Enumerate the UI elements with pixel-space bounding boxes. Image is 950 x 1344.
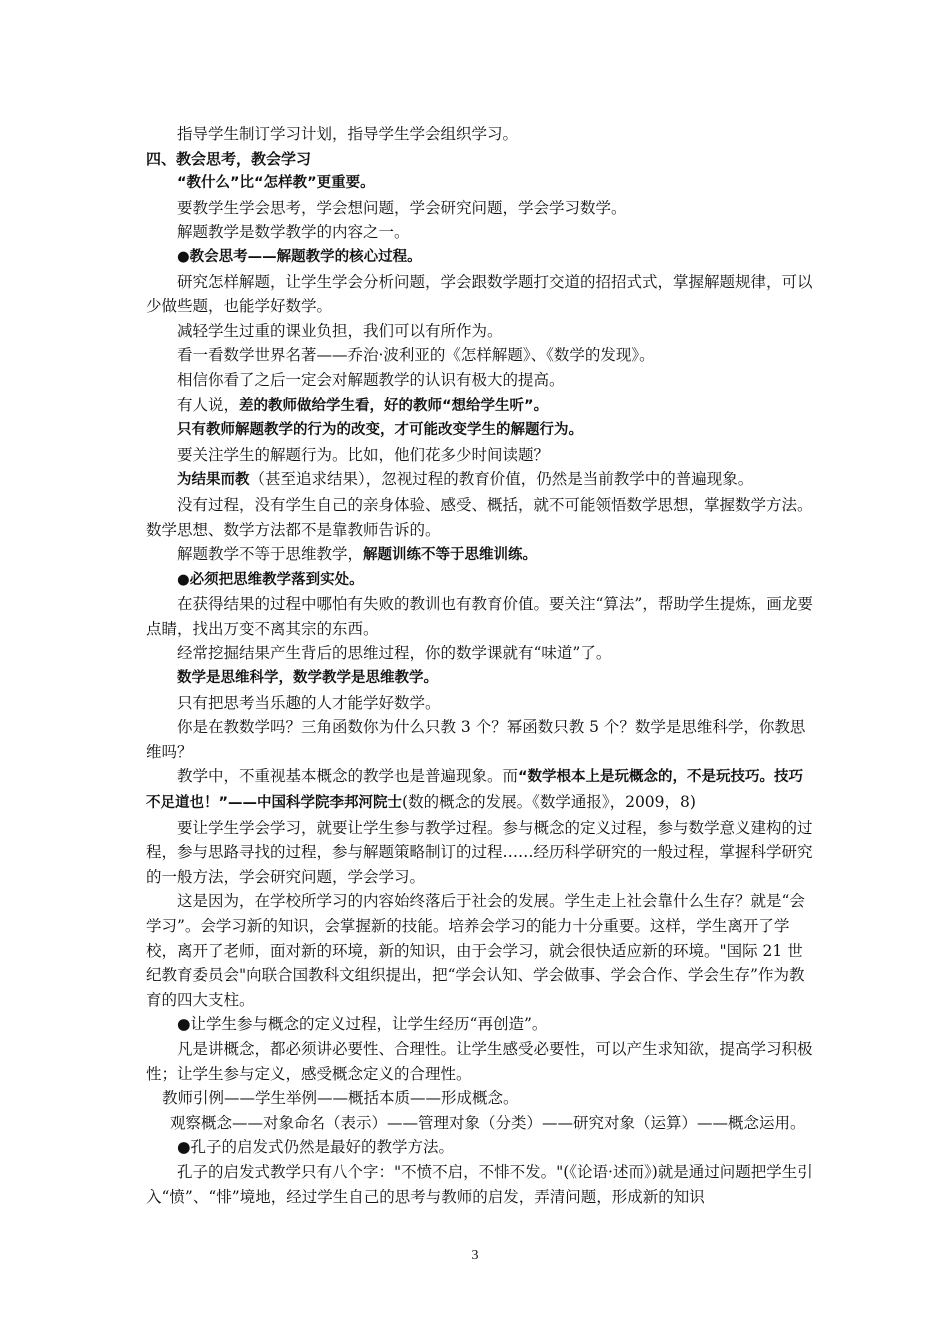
paragraph: 只有把思考当乐趣的人才能学好数学。 (177, 693, 441, 712)
paragraph: 观察概念——对象命名（表示）——管理对象（分类）——研究对象（运算）——概念运用。 (170, 1113, 806, 1132)
paragraph: 没有过程，没有学生自己的亲身体验、感受、概括，就不可能领悟数学思想，掌握数学方法。数学思想、数学方法都不是靠教师告诉的。 (146, 495, 813, 539)
paragraph: 凡是讲概念，都必须讲必要性、合理性。让学生感受必要性，可以产生求知欲，提高学习积极性；让学生参与定义，感受概念定义的合理性。 (146, 1039, 813, 1083)
paragraph: 研究怎样解题，让学生学会分析问题，学会跟数学题打交道的招招式式，掌握解题规律，可以少做些题，也能学好数学。 (146, 272, 813, 316)
paragraph: 减轻学生过重的课业负担，我们可以有所作为。 (177, 321, 503, 340)
bold-span: “数学根本上是玩概念的，不是玩技巧。技巧不足道也！”——中国科学院李邦河院士 (146, 769, 804, 812)
paragraph (146, 542, 816, 568)
bullet-heading: ●必须把思维教学落到实处。 (177, 571, 364, 588)
text-span: 解题教学不等于思维教学， (177, 545, 364, 564)
bullet-heading: ●教会思考——解题教学的核心过程。 (177, 248, 422, 265)
bullet-heading: ●让学生参与概念的定义过程，让学生经历“再创造”。 (177, 1015, 548, 1034)
text-span: 教学中，不重视基本概念的教学也是普遍现象。而 (177, 767, 519, 786)
paragraph: 教师引例——学生举例——概括本质——形成概念。 (162, 1089, 519, 1108)
page-number: 3 (471, 1248, 479, 1263)
paragraph: “教什么”比“怎样教”更重要。 (177, 175, 375, 192)
paragraph: 相信你看了之后一定会对解题教学的认识有极大的提高。 (177, 370, 565, 389)
paragraph: 要关注学生的解题行为。比如，他们花多少时间读题？ (177, 445, 550, 464)
bold-span: 差的教师做给学生看，好的教师“想给学生听”。 (239, 397, 549, 414)
paragraph: 数学是思维科学，数学教学是思维教学。 (177, 670, 438, 687)
paragraph: 要教学生学会思考，学会想问题，学会研究问题，学会学习数学。 (177, 198, 627, 217)
paragraph (146, 467, 816, 493)
paragraph: 这是因为，在学校所学习的内容始终落后于社会的发展。学生走上社会靠什么生存？就是“会学习”。会学习新的知识，会掌握新的技能。培养会学习的能力十分重要。这样，学生离开了学校，离开了老师，面对新的环境，新的知识，由于会学习，就会很快适应新的环境。"国际 21 世纪教育委员会"向联合国教科文组织提出，把“学会认知、学会做事、学会合作、学会生存”作为教育的四大支柱。 (146, 892, 805, 1009)
text-span: 有人说， (177, 395, 240, 414)
paragraph: 在获得结果的过程中哪怕有失败的教训也有教育价值。要关注“算法”，帮助学生提炼，画龙要点睛，找出万变不离其宗的东西。 (146, 595, 813, 638)
bold-span: 解题训练不等于思维训练。 (363, 547, 538, 564)
text-span: （甚至追求结果），忽视过程的教育价值，仍然是当前教学中的普遍现象。 (249, 470, 754, 489)
section-heading: 四、教会思考，教会学习 (146, 149, 312, 168)
citation-span: (数的概念的发展。《数学通报》，2009，8) (402, 793, 696, 812)
paragraph: 你是在教数学吗？三角函数你为什么只教 3 个？幂函数只教 5 个？数学是思维科学，你教思维吗？ (146, 718, 806, 761)
paragraph: 看一看数学世界名著——乔治·波利亚的《怎样解题》、《数学的发现》。 (177, 346, 655, 365)
paragraph: 只有教师解题教学的行为的改变，才可能改变学生的解题行为。 (177, 422, 583, 439)
bullet-heading: ●孔子的启发式仍然是最好的教学方法。 (177, 1138, 455, 1157)
paragraph: 经常挖掘结果产生背后的思维过程，你的数学课就有“味道”了。 (177, 644, 612, 663)
paragraph: 孔子的启发式教学只有八个字："不愤不启，不悱不发。"(《论语·述而》)就是通过问题把学生引入“愤”、“悱”境地，经过学生自己的思考与教师的启发，弄清问题，形成新的知识 (146, 1162, 813, 1206)
paragraph: 要让学生学会学习，就要让学生参与教学过程。参与概念的定义过程，参与数学意义建构的过程，参与思路寻找的过程，参与解题策略制订的过程……经历科学研究的一般过程，掌握科学研究的一般方法，学会研究问题，学会学习。 (146, 818, 813, 886)
paragraph (146, 393, 816, 419)
page-body (146, 122, 816, 1209)
paragraph (146, 764, 816, 815)
paragraph: 指导学生制订学习计划，指导学生学会组织学习。 (177, 125, 519, 143)
bold-span: 为结果而教 (177, 472, 250, 489)
paragraph: 解题教学是数学教学的内容之一。 (177, 223, 410, 242)
